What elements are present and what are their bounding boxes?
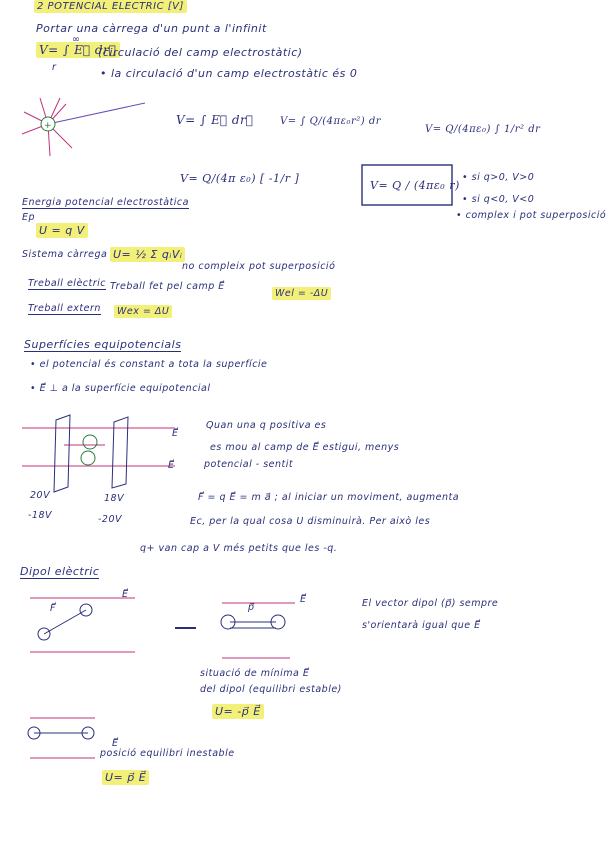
work-electric-label: Treball elèctric bbox=[28, 278, 107, 289]
point-charge-diagram bbox=[22, 98, 145, 156]
dipole-diagram-2 bbox=[221, 603, 295, 658]
equation-1: V= ∫ E⃗ dr⃗ bbox=[176, 113, 254, 127]
work-external-formula: Wex = ΔU bbox=[114, 305, 172, 318]
dipole-force-label: F⃗ bbox=[50, 603, 56, 614]
dipole-vector-2: s'orientarà igual que E⃗ bbox=[362, 620, 481, 631]
equipotential-desc-4: F⃗ = q E⃗ = m a⃗ ; al iniciar un moviment, augmenta bbox=[198, 492, 460, 503]
voltage-left-2: -18V bbox=[28, 510, 53, 521]
system-label: Sistema càrrega bbox=[22, 249, 108, 260]
equipotential-desc-3: potencial - sentit bbox=[204, 459, 294, 470]
stable-text-2: del dipol (equilibri estable) bbox=[200, 684, 342, 695]
equation-2: V= ∫ Q/(4πε₀r²) dr bbox=[280, 116, 381, 127]
dipole-field-2: E⃗ bbox=[300, 594, 307, 605]
equation-4: V= Q/(4π ε₀) [ -1/r ] bbox=[180, 172, 300, 185]
sign-rule-positive: • si q>0, V>0 bbox=[462, 172, 535, 183]
svg-text:+: + bbox=[44, 121, 52, 131]
dipole-title: Dipol elèctric bbox=[20, 565, 100, 578]
equipotential-bullet-1: • el potencial és constant a tota la superfície bbox=[30, 359, 268, 370]
voltage-right-2: -20V bbox=[98, 514, 123, 525]
unstable-label: posició equilibri inestable bbox=[100, 748, 235, 759]
system-note: no compleix pot superposició bbox=[182, 261, 336, 272]
work-external-label: Treball extern bbox=[28, 303, 101, 314]
definition-note: (circulació del camp electrostàtic) bbox=[98, 46, 303, 59]
dipole-diagram-3 bbox=[28, 718, 95, 758]
equipotential-desc-5: Ec, per la qual cosa U disminuirà. Per això les bbox=[190, 516, 431, 527]
equipotential-diagram bbox=[22, 415, 175, 492]
definition-formula: V= ∫ E⃗ dr⃗ bbox=[36, 42, 120, 58]
dipole-vector-1: El vector dipol (p⃗) sempre bbox=[362, 598, 499, 609]
stable-text-1: situació de mínima E⃗ bbox=[200, 668, 310, 679]
stable-formula: U= -p⃗ E⃗ bbox=[212, 704, 264, 719]
equipotential-desc-6: q+ van cap a V més petits que les -q. bbox=[140, 543, 338, 554]
system-formula: U= ½ Σ qᵢVᵢ bbox=[110, 247, 185, 262]
work-electric-text: Treball fet pel camp E⃗ bbox=[110, 281, 225, 292]
definition-lower-limit: r bbox=[52, 62, 57, 73]
potential-result: V= Q / (4πε₀ r) bbox=[370, 179, 460, 192]
equipotential-desc-2: es mou al camp de E⃗ estigui, menys bbox=[210, 442, 400, 453]
dipole-p-label: p⃗ bbox=[248, 602, 255, 613]
work-electric-formula: Wel = -ΔU bbox=[272, 287, 331, 300]
definition-upper-limit: ∞ bbox=[72, 34, 81, 45]
dipole-field-1: E⃗ bbox=[122, 589, 129, 600]
field-label-bottom: E⃗ bbox=[168, 460, 175, 471]
energy-formula: U = q V bbox=[36, 223, 88, 238]
equipotential-title: Superfícies equipotencials bbox=[24, 338, 182, 351]
voltage-left-1: 20V bbox=[30, 490, 51, 501]
intro-line: Portar una càrrega d'un punt a l'infinit bbox=[36, 22, 267, 35]
equipotential-desc-1: Quan una q positiva es bbox=[206, 420, 327, 431]
superposition-note: • complex i pot superposició bbox=[456, 210, 607, 221]
energy-title: Energia potencial electrostàtica bbox=[22, 197, 189, 208]
dipole-diagram-1 bbox=[30, 598, 135, 652]
unstable-formula: U= p⃗ E⃗ bbox=[102, 770, 149, 785]
voltage-right-1: 18V bbox=[104, 493, 125, 504]
equipotential-bullet-2: • E⃗ ⊥ a la superfície equipotencial bbox=[30, 383, 211, 394]
energy-ep: Ep bbox=[22, 212, 36, 223]
sign-rule-negative: • si q<0, V<0 bbox=[462, 194, 535, 205]
definition-note-2: • la circulació d'un camp electrostàtic és 0 bbox=[100, 67, 358, 80]
field-label-top: E⃗ bbox=[172, 428, 179, 439]
equation-3: V= Q/(4πε₀) ∫ 1/r² dr bbox=[425, 124, 541, 135]
section-title-potential: 2 POTENCIAL ELECTRIC [V] bbox=[34, 0, 187, 13]
dipole-field-3: E⃗ bbox=[112, 738, 119, 749]
